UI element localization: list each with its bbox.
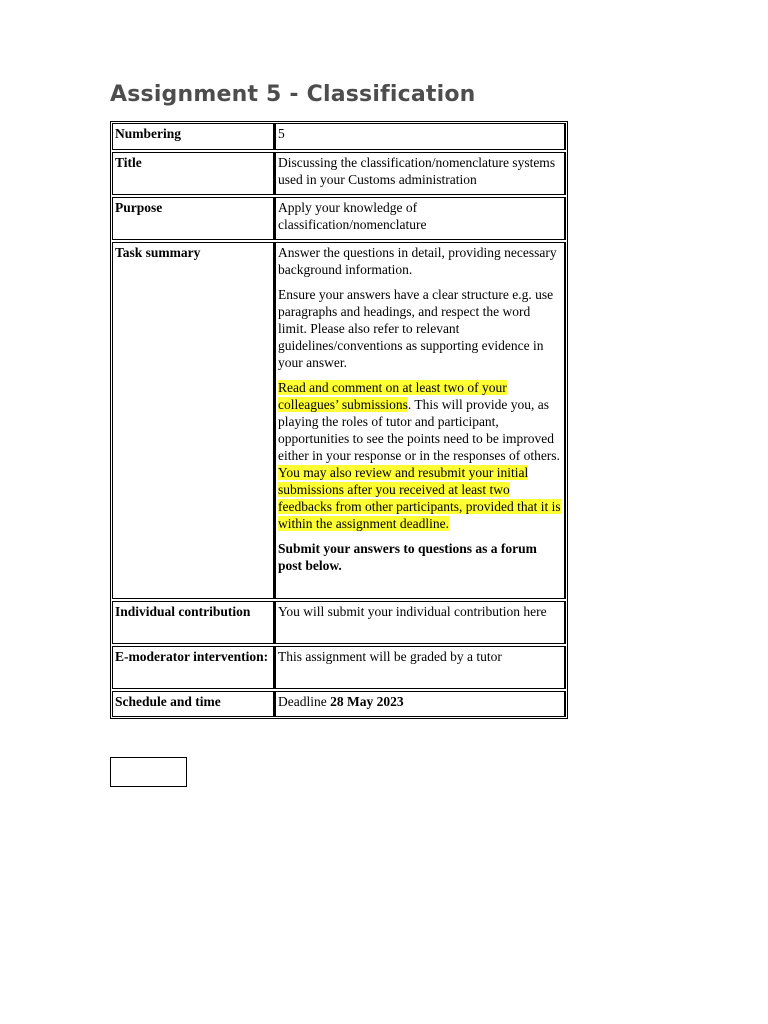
task-paragraph <box>278 379 562 532</box>
row-label: Title <box>112 152 275 195</box>
deadline-prefix: Deadline <box>278 694 331 709</box>
assignment-table <box>110 121 568 719</box>
row-label: Individual contribution <box>112 601 275 644</box>
row-value: Discussing the classification/nomenclature systems used in your Customs administration <box>275 152 566 195</box>
table-row-individual-contribution <box>112 601 566 644</box>
table-row-schedule <box>112 691 566 717</box>
table-row-task-summary <box>112 242 566 599</box>
empty-box <box>110 757 187 787</box>
highlighted-text: You may also review and resubmit your initial submissions after you received at least two feedbacks from other participants, provided that it is within the assignment deadline. <box>278 465 561 531</box>
row-value <box>275 691 566 717</box>
highlighted-text: Read and comment on at least two of your colleagues’ submissions <box>278 380 507 412</box>
row-value <box>275 242 566 599</box>
row-label: Numbering <box>112 123 275 150</box>
task-text: . This will provide you, as playing the roles of tutor and participant, opportunities to see the points need to be improved either in your response or in the responses of others. <box>278 397 560 463</box>
table-row-numbering <box>112 123 566 150</box>
row-label: Schedule and time <box>112 691 275 717</box>
row-label: Task summary <box>112 242 275 599</box>
row-value: 5 <box>275 123 566 150</box>
task-paragraph: Answer the questions in detail, providing necessary background information. <box>278 245 557 277</box>
page-title: Assignment 5 - Classification <box>110 82 476 107</box>
row-value: This assignment will be graded by a tutor <box>275 646 566 689</box>
row-label: Purpose <box>112 197 275 240</box>
table-row-e-moderator <box>112 646 566 689</box>
row-label: E-moderator intervention: <box>112 646 275 689</box>
table-row-purpose <box>112 197 566 240</box>
row-value: Apply your knowledge of classification/nomenclature <box>275 197 566 240</box>
task-paragraph: Ensure your answers have a clear structure e.g. use paragraphs and headings, and respect the word limit. Please also refer to relevant guidelines/conventions as supporting evidence in your answer. <box>278 287 554 370</box>
task-paragraph: Submit your answers to questions as a forum post below. <box>278 541 537 573</box>
row-value: You will submit your individual contribution here <box>275 601 566 644</box>
deadline-date: 28 May 2023 <box>330 694 404 709</box>
table-row-title <box>112 152 566 195</box>
